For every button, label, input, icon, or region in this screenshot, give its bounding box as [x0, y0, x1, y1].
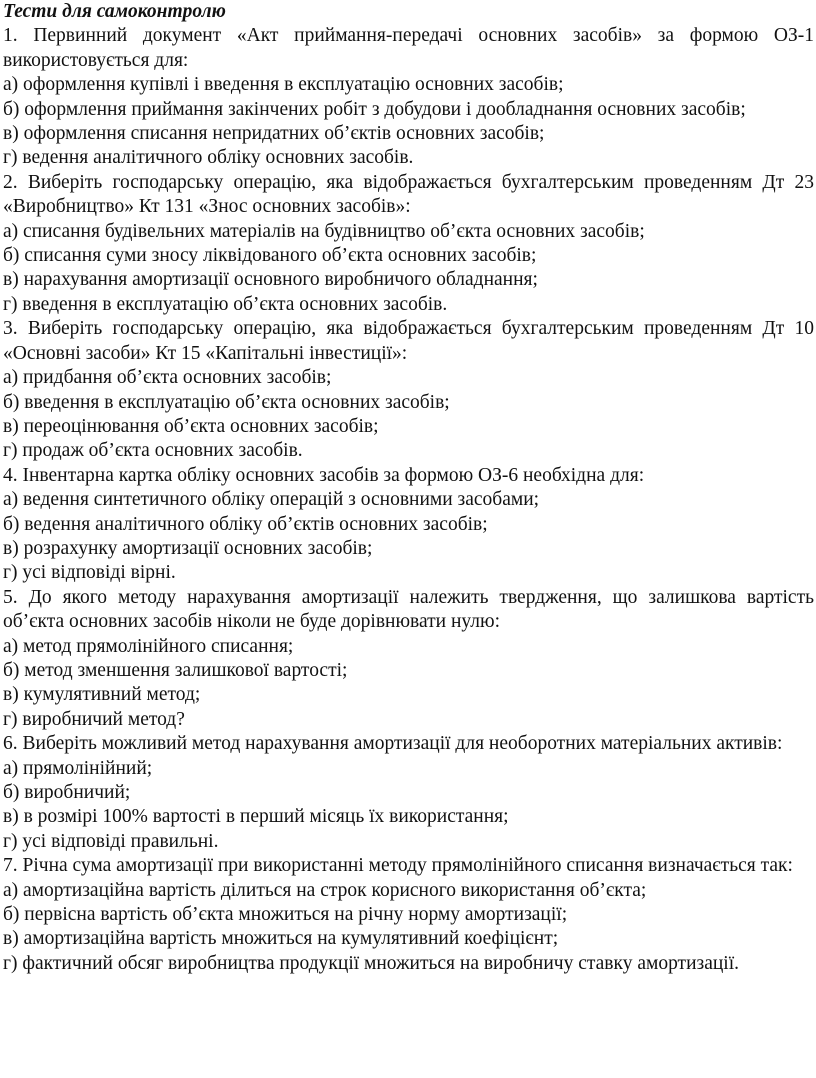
answer-option: г) усі відповіді вірні. [3, 562, 176, 584]
answer-option: в) переоцінювання об’єкта основних засобів; [3, 415, 379, 437]
question-text: 7. Річна сума амортизації при використанні методу прямолінійного списання визначається так: [3, 855, 793, 877]
question-5 [3, 586, 814, 732]
question-text: 2. Виберіть господарську операцію, яка відображається бухгалтерським проведенням Дт 23 «Виробництво» Кт 131 «Знос основних засобів»: [3, 171, 814, 218]
answer-option: б) оформлення приймання закінчених робіт з добудови і дообладнання основних засобів; [3, 98, 746, 120]
answer-option: б) ведення аналітичного обліку об’єктів основних засобів; [3, 513, 488, 535]
question-text: 5. До якого методу нарахування амортизації належить твердження, що залишкова вартість об’єкта основних засобів ніколи не буде дорівнювати нулю: [3, 586, 814, 633]
answer-option: в) нарахування амортизації основного виробничого обладнання; [3, 269, 538, 291]
question-text: 3. Виберіть господарську операцію, яка відображається бухгалтерським проведенням Дт 10 «Основні засоби» Кт 15 «Капітальні інвестиції»: [3, 318, 814, 364]
answer-option: а) метод прямолінійного списання; [3, 635, 294, 657]
answer-option: в) в розмірі 100% вартості в перший місяць їх використання; [3, 806, 509, 828]
answer-option: в) розрахунку амортизації основних засобів; [3, 537, 373, 559]
question-1 [3, 24, 814, 170]
answer-option: в) кумулятивний метод; [3, 684, 201, 706]
answer-option: а) оформлення купівлі і введення в експлуатацію основних засобів; [3, 74, 564, 96]
question-text: 6. Виберіть можливий метод нарахування амортизації для необоротних матеріальних активів: [3, 733, 783, 755]
answer-option: г) фактичний обсяг виробництва продукції множиться на виробничу ставку амортизації. [3, 952, 740, 974]
page-title: Тести для самоконтролю [3, 1, 226, 22]
question-4 [3, 464, 814, 586]
question-6 [3, 732, 814, 854]
answer-option: б) списання суми зносу ліквідованого об’єкта основних засобів; [3, 245, 537, 267]
question-text: 4. Інвентарна картка обліку основних засобів за формою ОЗ-6 необхідна для: [3, 464, 645, 486]
answer-option: б) виробничий; [3, 782, 131, 803]
answer-option: а) амортизаційна вартість ділиться на строк корисного використання об’єкта; [3, 879, 647, 901]
answer-option: г) ведення аналітичного обліку основних засобів. [3, 147, 414, 169]
answer-option: г) усі відповіді правильні. [3, 830, 219, 852]
answer-option: б) метод зменшення залишкової вартості; [3, 659, 348, 681]
answer-option: б) первісна вартість об’єкта множиться на річну норму амортизації; [3, 904, 568, 926]
answer-option: в) оформлення списання непридатних об’єктів основних засобів; [3, 123, 545, 145]
answer-option: б) введення в експлуатацію об’єкта основних засобів; [3, 391, 450, 413]
answer-option: а) прямолінійний; [3, 757, 153, 779]
answer-option: г) продаж об’єкта основних засобів. [3, 440, 303, 462]
answer-option: в) амортизаційна вартість множиться на кумулятивний коефіцієнт; [3, 928, 559, 950]
question-7 [3, 854, 814, 976]
answer-option: г) виробничий метод? [3, 708, 185, 730]
question-3 [3, 317, 814, 463]
question-2 [3, 171, 814, 317]
question-text: 1. Первинний документ «Акт приймання-передачі основних засобів» за формою ОЗ-1 використовується для: [3, 25, 814, 71]
answer-option: г) введення в експлуатацію об’єкта основних засобів. [3, 293, 448, 315]
answer-option: а) ведення синтетичного обліку операцій з основними засобами; [3, 489, 540, 511]
answer-option: а) придбання об’єкта основних засобів; [3, 367, 332, 389]
answer-option: а) списання будівельних матеріалів на будівництво об’єкта основних засобів; [3, 220, 645, 242]
